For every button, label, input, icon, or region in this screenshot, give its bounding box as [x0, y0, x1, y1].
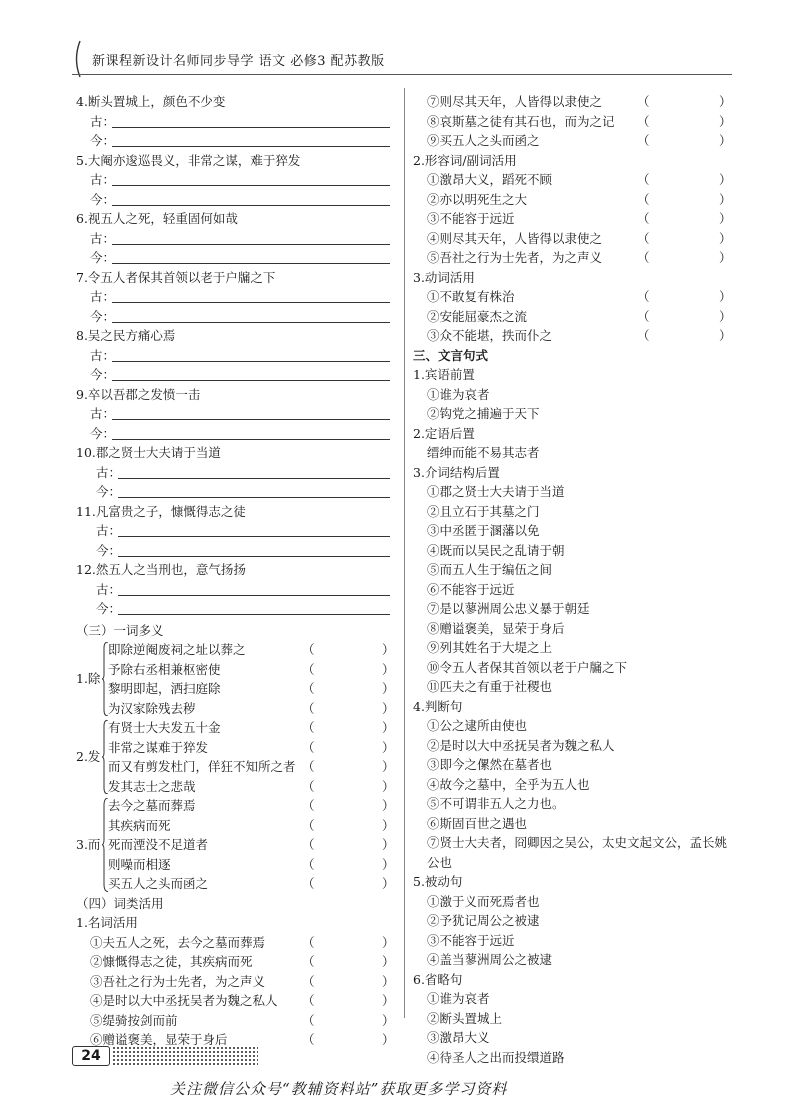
ancient-label: 古： [96, 523, 122, 538]
exercise-item [108, 660, 395, 680]
item-text: 非常之谋难于猝发 [108, 739, 209, 755]
syntax-item: ①公之逮所由使也 [427, 718, 528, 733]
nominal-list [76, 933, 395, 1050]
item-text: ①夫五人之死，去今之墓而葬焉 [90, 934, 266, 950]
ancient-meaning-row [76, 521, 392, 541]
syntax-item: ②钩党之捕遍于天下 [427, 406, 540, 421]
polysemy-items [108, 796, 395, 894]
exercise-item [413, 307, 733, 327]
answer-line[interactable] [112, 127, 390, 128]
item-text: ⑤缇骑按剑而前 [90, 1012, 178, 1028]
answer-paren-close: ） [719, 289, 732, 304]
modern-label: 今： [90, 133, 116, 148]
answer-line[interactable] [112, 419, 390, 420]
answer-paren-open[interactable]: （ [302, 856, 315, 872]
syntax-subtitle: 1.宾语前置 [413, 367, 475, 382]
syntax-item: ⑩令五人者保其首领以老于户牖之下 [427, 659, 628, 675]
word-question: 10.郡之贤士大夫请于当道 [76, 445, 221, 460]
syntax-item: ③不能容于远近 [427, 932, 515, 948]
exercise-item [108, 835, 395, 855]
exercise-item [108, 855, 395, 875]
answer-paren-close: ） [382, 798, 395, 813]
section-title-syntax: 三、文言句式 [413, 347, 489, 363]
item-text: ②亦以明死生之大 [427, 191, 528, 207]
answer-paren-close: ） [382, 720, 395, 735]
item-text: ⑧哀斯墓之徒有其石也，而为之记 [427, 113, 615, 129]
exercise-item [413, 112, 733, 132]
syntax-item: ⑧赠谥褒美，显荣于身后 [427, 620, 565, 636]
exercise-item [413, 170, 733, 190]
modern-label: 今： [90, 367, 116, 382]
ancient-meaning-row [76, 346, 392, 366]
answer-paren-open[interactable]: （ [302, 876, 315, 891]
answer-paren-close: ） [382, 759, 395, 774]
item-text: ④则尽其天年，人皆得以隶使之 [427, 230, 603, 246]
answer-paren-open[interactable]: （ [302, 934, 315, 950]
ancient-meaning-row [76, 112, 392, 132]
syntax-item: ②且立石于其墓之门 [427, 503, 540, 519]
answer-paren-close: ） [382, 817, 395, 833]
ancient-label: 古： [90, 406, 116, 421]
polysemy-label: 1.除 [76, 671, 101, 686]
syntax-subtitle: 5.被动句 [413, 874, 463, 889]
answer-paren-close: ） [382, 1032, 395, 1047]
polysemy-items [108, 718, 395, 796]
answer-paren-close: ） [719, 211, 732, 226]
syntax-item: ②是时以大中丞抚吴者为魏之私人 [427, 737, 615, 753]
word-meaning-list [76, 92, 392, 619]
syntax-item: ⑪匹夫之有重于社稷也 [427, 679, 553, 694]
modern-meaning-row [76, 541, 392, 561]
answer-line[interactable] [112, 322, 390, 323]
exercise-item [108, 738, 395, 758]
answer-paren-close: ） [719, 113, 732, 129]
answer-line[interactable] [112, 439, 390, 440]
syntax-item: ④既而以吴民之乱请于朝 [427, 542, 565, 558]
answer-paren-close: ） [382, 934, 395, 950]
item-text: ④是时以大中丞抚吴者为魏之私人 [90, 993, 278, 1008]
answer-paren-close: ） [719, 328, 732, 343]
polysemy-items [108, 640, 395, 718]
ancient-meaning-row [76, 287, 392, 307]
answer-line[interactable] [112, 302, 390, 303]
item-text: 死而湮没不足道者 [108, 837, 209, 852]
exercise-item [413, 92, 733, 112]
section-title-word-class: （四）词类活用 [76, 895, 164, 911]
header-rule [72, 74, 732, 75]
answer-line[interactable] [118, 614, 390, 615]
answer-paren-open[interactable]: （ [637, 230, 650, 246]
answer-paren-open[interactable]: （ [637, 328, 650, 343]
answer-paren-close: ） [719, 308, 732, 324]
syntax-item: ③激昂大义 [427, 1030, 490, 1045]
syntax-subtitle: 6.省略句 [413, 971, 463, 987]
polysemy-label: 3.而 [76, 836, 101, 852]
answer-paren-close: ） [719, 133, 732, 148]
exercise-item [413, 287, 733, 307]
syntax-item: ⑦是以蓼洲周公忠义暴于朝廷 [427, 601, 590, 616]
exercise-item [76, 991, 395, 1011]
item-text: 为汉家除残去秽 [108, 700, 196, 716]
word-question: 12.然五人之当刑也，意气扬扬 [76, 562, 246, 577]
answer-paren-open[interactable]: （ [637, 191, 650, 207]
answer-paren-open[interactable]: （ [302, 1012, 315, 1028]
exercise-item [413, 131, 733, 151]
modern-meaning-row [76, 424, 392, 444]
item-text: 则噪而相逐 [108, 856, 171, 872]
right-column [413, 92, 733, 1067]
answer-paren-open[interactable]: （ [302, 778, 315, 794]
syntax-item: ③中丞匿于溷藩以免 [427, 523, 540, 538]
modern-meaning-row [76, 131, 392, 151]
ancient-label: 古： [96, 464, 122, 480]
nominal-title: 1.名词活用 [76, 915, 138, 930]
word-question: 5.大阉亦逡巡畏义，非常之谋，难于猝发 [76, 152, 301, 168]
answer-line[interactable] [118, 595, 390, 596]
word-question: 9.卒以吾郡之发愤一击 [76, 386, 201, 402]
verb-title: 3.动词活用 [413, 269, 475, 285]
left-column [76, 92, 395, 1050]
answer-paren-open[interactable]: （ [302, 798, 315, 813]
answer-paren-close: ） [382, 954, 395, 969]
exercise-item [76, 1011, 395, 1031]
syntax-item: ⑨列其姓名于大堤之上 [427, 640, 553, 655]
syntax-item: ④故今之墓中，全乎为五人也 [427, 776, 590, 792]
exercise-item [108, 640, 395, 660]
item-text: 其疾病而死 [108, 817, 171, 833]
page-header-title: 新课程新设计名师同步导学 语文 必修3 配苏教版 [92, 54, 385, 69]
item-text: ⑨买五人之头而函之 [427, 133, 540, 148]
answer-paren-close: ） [382, 876, 395, 891]
answer-paren-close: ） [382, 973, 395, 989]
exercise-item [108, 777, 395, 797]
syntax-list [413, 365, 733, 1067]
answer-paren-open[interactable]: （ [637, 250, 650, 265]
syntax-subtitle: 3.介词结构后置 [413, 464, 500, 480]
item-text: ⑦则尽其天年，人皆得以隶使之 [427, 94, 603, 109]
exercise-item [413, 326, 733, 346]
verb-list [413, 287, 733, 346]
modern-meaning-row [76, 482, 392, 502]
answer-paren-open[interactable]: （ [637, 172, 650, 187]
item-text: 而又有剪发杜门，佯狂不知所之者 [108, 759, 296, 774]
exercise-item [108, 816, 395, 836]
ancient-meaning-row [76, 170, 392, 190]
answer-line[interactable] [118, 478, 390, 479]
exercise-item [108, 699, 395, 719]
syntax-item: 公也 [427, 854, 453, 870]
polysemy-group [76, 718, 395, 796]
answer-paren-open[interactable]: （ [302, 837, 315, 852]
answer-paren-close: ） [382, 739, 395, 755]
syntax-item: ⑤而五人生于编伍之间 [427, 562, 553, 577]
syntax-item: ①激于义而死焉者也 [427, 893, 540, 909]
answer-paren-close: ） [719, 94, 732, 109]
answer-paren-close: ） [382, 778, 395, 794]
exercise-item [413, 209, 733, 229]
item-text: ⑥赠谥褒美，显荣于身后 [90, 1032, 228, 1047]
polysemy-label: 2.发 [76, 749, 101, 764]
answer-paren-open[interactable]: （ [637, 94, 650, 109]
ancient-meaning-row [76, 404, 392, 424]
modern-meaning-row [76, 190, 392, 210]
item-text: 有贤士大夫发五十金 [108, 720, 221, 735]
modern-meaning-row [76, 365, 392, 385]
syntax-item: ⑥不能容于远近 [427, 581, 515, 597]
ancient-label: 古： [96, 581, 122, 597]
answer-paren-close: ） [719, 191, 732, 207]
item-text: 去今之墓而葬焉 [108, 798, 196, 813]
answer-line[interactable] [118, 536, 390, 537]
word-question: 8.吴之民方痛心焉 [76, 328, 176, 343]
exercise-item [413, 190, 733, 210]
answer-paren-open[interactable]: （ [302, 817, 315, 833]
answer-paren-close: ） [382, 856, 395, 872]
ancient-label: 古： [90, 113, 116, 129]
footer-note: 关注微信公众号“教辅资料站”获取更多学习资料 [170, 1080, 508, 1098]
item-text: ②安能屈豪杰之流 [427, 308, 528, 324]
footer-dot-pattern [112, 1046, 258, 1066]
modern-label: 今： [90, 250, 116, 265]
polysemy-group [76, 796, 395, 894]
ancient-label: 古： [90, 230, 116, 246]
exercise-item [413, 229, 733, 249]
answer-paren-open[interactable]: （ [302, 759, 315, 774]
answer-line[interactable] [112, 361, 390, 362]
answer-paren-close: ） [382, 1012, 395, 1028]
answer-line[interactable] [112, 185, 390, 186]
answer-paren-close: ） [719, 172, 732, 187]
answer-paren-open[interactable]: （ [302, 973, 315, 989]
modern-label: 今： [96, 542, 122, 558]
answer-paren-open[interactable]: （ [302, 993, 315, 1008]
answer-paren-close: ） [382, 700, 395, 716]
ancient-meaning-row [76, 463, 392, 483]
answer-line[interactable] [112, 263, 390, 264]
ancient-label: 古： [90, 347, 116, 363]
modern-meaning-row [76, 307, 392, 327]
answer-line[interactable] [112, 205, 390, 206]
exercise-item [413, 248, 733, 268]
page-number: 24 [72, 1046, 110, 1066]
item-text: ③不能容于远近 [427, 211, 515, 226]
answer-paren-close: ） [382, 837, 395, 852]
nominal-cont-list [413, 92, 733, 151]
answer-paren-close: ） [382, 661, 395, 677]
item-text: 买五人之头而函之 [108, 876, 209, 891]
answer-line[interactable] [118, 556, 390, 557]
adjective-title: 2.形容词/副词活用 [413, 152, 517, 168]
syntax-item: ①郡之贤士大夫请于当道 [427, 484, 565, 499]
syntax-item: ①谁为哀者 [427, 991, 490, 1006]
answer-paren-open[interactable]: （ [637, 113, 650, 129]
answer-paren-open[interactable]: （ [637, 211, 650, 226]
exercise-item [108, 796, 395, 816]
answer-paren-open[interactable]: （ [302, 681, 315, 696]
syntax-item: ⑤不可谓非五人之力也。 [427, 796, 565, 811]
answer-paren-open[interactable]: （ [637, 289, 650, 304]
exercise-item [108, 679, 395, 699]
syntax-item: ⑥斯固百世之遇也 [427, 815, 528, 831]
item-text: ②慷慨得志之徒，其疾病而死 [90, 954, 253, 969]
item-text: ③吾社之行为士先者，为之声义 [90, 973, 266, 989]
exercise-item [108, 757, 395, 777]
answer-paren-open[interactable]: （ [302, 720, 315, 735]
exercise-item [76, 933, 395, 953]
answer-paren-open[interactable]: （ [302, 739, 315, 755]
modern-label: 今： [96, 484, 122, 499]
item-text: 黎明即起，洒扫庭除 [108, 681, 221, 696]
modern-meaning-row [76, 599, 392, 619]
ancient-meaning-row [76, 229, 392, 249]
exercise-item [108, 874, 395, 894]
syntax-item: ①谁为哀者 [427, 386, 490, 402]
answer-paren-open[interactable]: （ [637, 308, 650, 324]
answer-line[interactable] [112, 146, 390, 147]
item-text: ⑤吾社之行为士先者，为之声义 [427, 250, 603, 265]
item-text: ③众不能堪，抶而仆之 [427, 328, 553, 343]
answer-paren-close: ） [719, 230, 732, 246]
answer-paren-open[interactable]: （ [302, 954, 315, 969]
ancient-meaning-row [76, 580, 392, 600]
modern-label: 今： [96, 601, 122, 616]
answer-paren-open[interactable]: （ [637, 133, 650, 148]
polysemy-list [76, 640, 395, 894]
answer-line[interactable] [118, 497, 390, 498]
word-question: 4.断头置城上，颜色不少变 [76, 94, 226, 109]
syntax-item: ④盖当蓼洲周公之被逮 [427, 952, 553, 967]
item-text: 予除右丞相兼枢密使 [108, 661, 221, 677]
syntax-item: 缙绅而能不易其志者 [427, 445, 540, 460]
section-title-polysemy: （三）一词多义 [76, 622, 164, 638]
word-question: 7.令五人者保其首领以老于户牖之下 [76, 269, 276, 285]
item-text: 发其志士之悲哉 [108, 778, 196, 794]
answer-paren-close: ） [382, 642, 395, 657]
polysemy-group [76, 640, 395, 718]
exercise-item [76, 972, 395, 992]
modern-meaning-row [76, 248, 392, 268]
syntax-item: ⑦贤士大夫者，冏卿因之吴公，太史文起文公，孟长姚 [427, 835, 728, 850]
ancient-label: 古： [90, 172, 116, 187]
item-text: ①不敢复有株治 [427, 289, 515, 304]
column-divider [404, 88, 405, 1018]
syntax-item: ④待圣人之出而投缳道路 [427, 1049, 565, 1065]
answer-paren-open[interactable]: （ [302, 661, 315, 677]
syntax-item: ②予犹记周公之被逮 [427, 913, 540, 928]
syntax-item: ③即今之傫然在墓者也 [427, 757, 553, 772]
adjective-list [413, 170, 733, 268]
answer-line[interactable] [112, 244, 390, 245]
item-text: 即除逆阉废祠之址以葬之 [108, 642, 246, 657]
syntax-subtitle: 4.判断句 [413, 698, 463, 714]
word-question: 11.凡富贵之子，慷慨得志之徒 [76, 503, 246, 519]
answer-paren-close: ） [382, 993, 395, 1008]
answer-paren-open[interactable]: （ [302, 700, 315, 716]
item-text: ①激昂大义，蹈死不顾 [427, 172, 553, 187]
syntax-item: ②断头置城上 [427, 1010, 503, 1026]
exercise-item [76, 952, 395, 972]
syntax-subtitle: 2.定语后置 [413, 425, 475, 441]
answer-paren-close: ） [719, 250, 732, 265]
answer-line[interactable] [112, 380, 390, 381]
header-bracket-icon [72, 40, 82, 78]
exercise-item [108, 718, 395, 738]
word-question: 6.视五人之死，轻重固何如哉 [76, 211, 238, 226]
answer-paren-open[interactable]: （ [302, 642, 315, 657]
modern-label: 今： [90, 191, 116, 207]
modern-label: 今： [90, 308, 116, 324]
ancient-label: 古： [90, 289, 116, 304]
answer-paren-close: ） [382, 681, 395, 696]
answer-paren-open[interactable]: （ [302, 1032, 315, 1047]
modern-label: 今： [90, 425, 116, 441]
